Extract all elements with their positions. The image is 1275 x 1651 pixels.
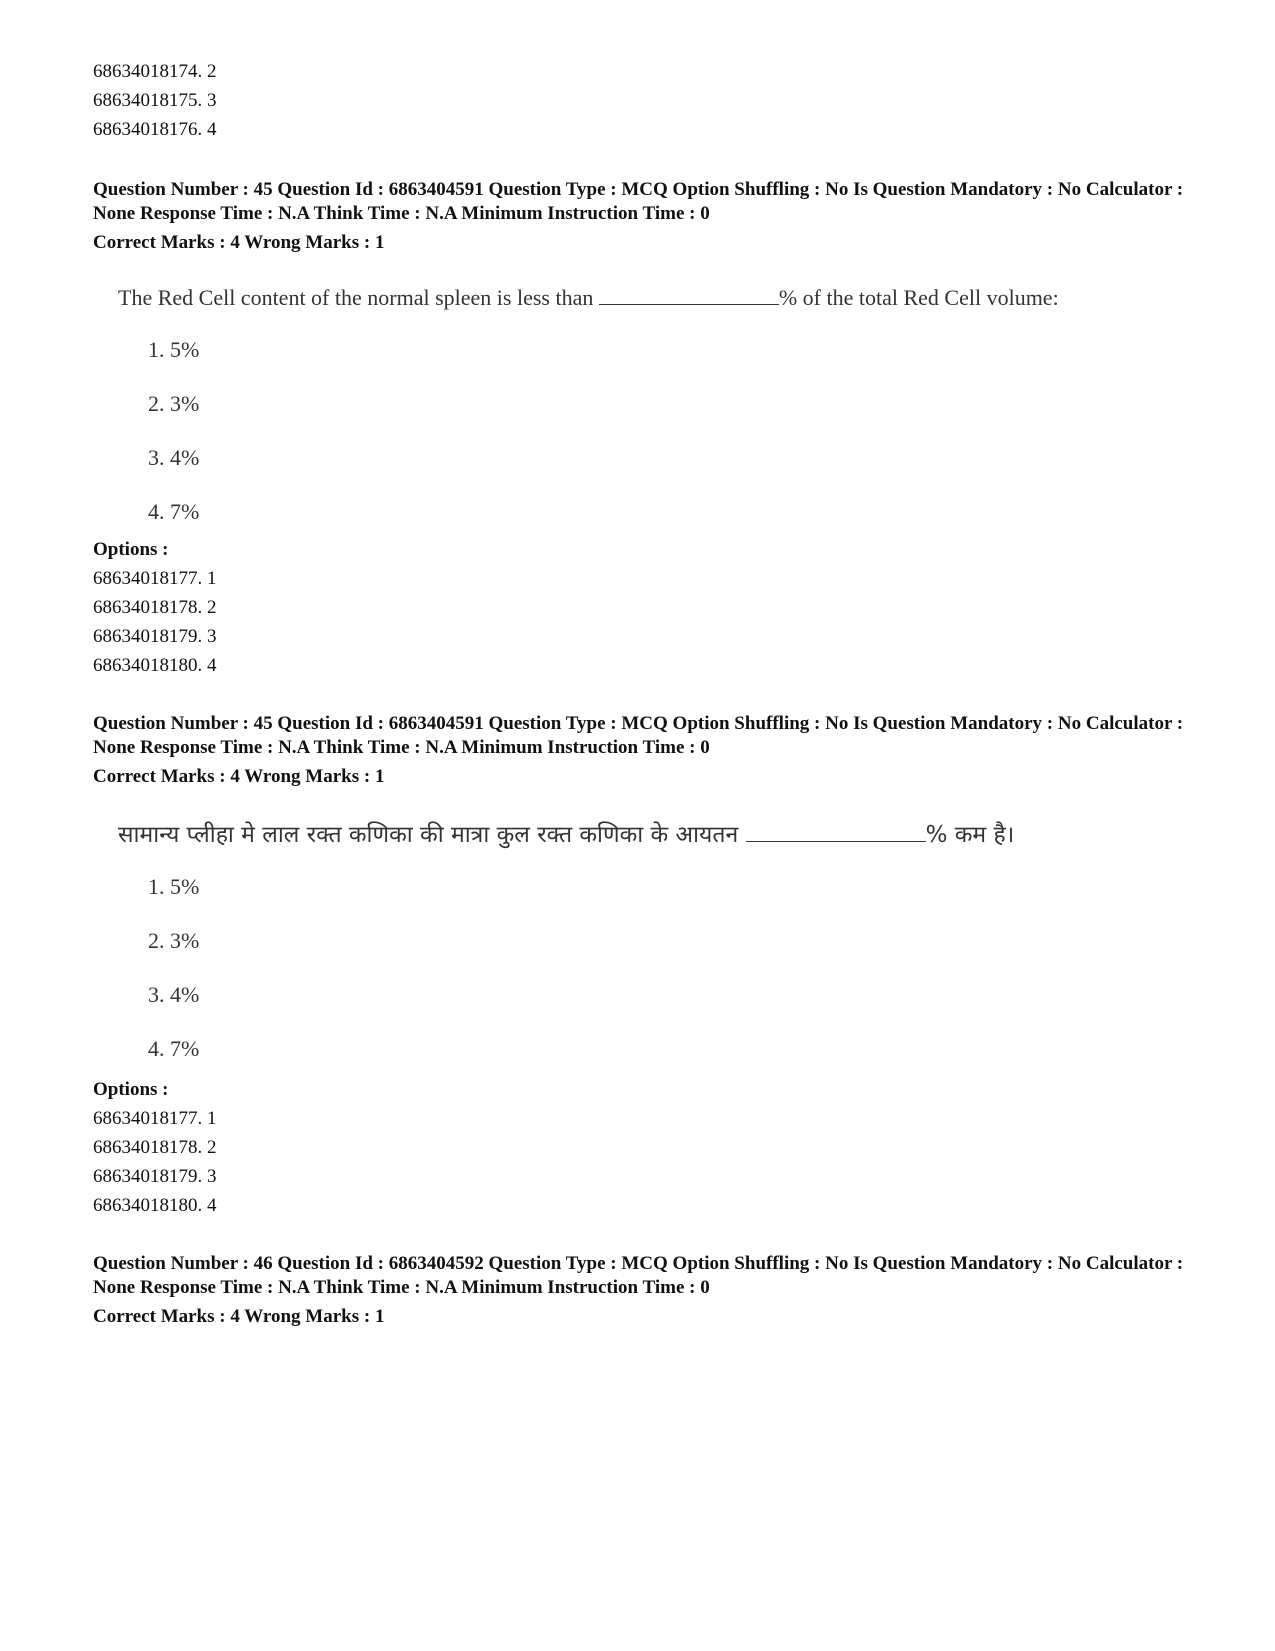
option-number: 2 [207, 597, 217, 618]
question-marks: Correct Marks : 4 Wrong Marks : 1 [93, 766, 385, 787]
choice-item: 4. 7% [148, 1036, 200, 1061]
option-number: 4 [207, 119, 217, 140]
option-id: 68634018178 [93, 1137, 198, 1158]
option-line: 68634018177. 1 [93, 568, 217, 589]
option-number: 3 [207, 90, 217, 111]
question-text-after: % कम है। [925, 822, 1015, 848]
choice-item: 3. 4% [148, 982, 200, 1007]
option-line: 68634018180. 4 [93, 655, 217, 676]
option-line: 68634018180. 4 [93, 1195, 217, 1216]
options-section [93, 535, 1203, 680]
option-line: 68634018178. 2 [93, 1137, 217, 1158]
question-image [118, 820, 1168, 1064]
option-number: 3 [207, 1166, 217, 1187]
option-line: 68634018178. 2 [93, 597, 217, 618]
options-label: Options : [93, 539, 169, 560]
question-text-before: The Red Cell content of the normal spleen is less than [118, 285, 599, 310]
question-text [118, 820, 1168, 850]
option-number: 2 [207, 61, 217, 82]
fill-in-blank [599, 284, 779, 305]
fill-in-blank [746, 821, 926, 842]
question-header [93, 1252, 1203, 1329]
option-id: 68634018177 [93, 1108, 198, 1129]
question-header [93, 178, 1203, 255]
option-id: 68634018176 [93, 119, 198, 140]
previous-options-list [93, 57, 1203, 144]
option-id: 68634018178 [93, 597, 198, 618]
choice-list [118, 335, 1168, 527]
question-text [118, 283, 1168, 313]
option-id: 68634018175 [93, 90, 198, 111]
question-text-before: सामान्य प्लीहा मे लाल रक्त कणिका की मात्रा कुल रक्त कणिका के आयतन [118, 822, 746, 848]
question-text-after: % of the total Red Cell volume: [778, 285, 1059, 310]
choice-item: 1. 5% [148, 337, 200, 362]
option-id: 68634018177 [93, 568, 198, 589]
option-id: 68634018180 [93, 655, 198, 676]
choice-item: 2. 3% [148, 391, 200, 416]
options-section [93, 1075, 1203, 1220]
option-id: 68634018180 [93, 1195, 198, 1216]
option-number: 4 [207, 1195, 217, 1216]
question-image [118, 283, 1168, 527]
choice-item: 2. 3% [148, 928, 200, 953]
choice-list [118, 872, 1168, 1064]
option-number: 1 [207, 1108, 217, 1129]
question-meta: Question Number : 45 Question Id : 6863404591 Question Type : MCQ Option Shuffling : No Is Question Mandatory : No Calculator : None Response Time : N.A Think Time : N.A Minimum Instruction Time : 0 [93, 179, 1184, 224]
option-line: 68634018175. 3 [93, 90, 217, 111]
option-id: 68634018179 [93, 1166, 198, 1187]
question-marks: Correct Marks : 4 Wrong Marks : 1 [93, 1306, 385, 1327]
option-number: 4 [207, 655, 217, 676]
option-line: 68634018179. 3 [93, 1166, 217, 1187]
choice-item: 3. 4% [148, 445, 200, 470]
question-marks: Correct Marks : 4 Wrong Marks : 1 [93, 232, 385, 253]
choice-item: 1. 5% [148, 874, 200, 899]
option-line: 68634018174. 2 [93, 61, 217, 82]
question-meta: Question Number : 45 Question Id : 6863404591 Question Type : MCQ Option Shuffling : No Is Question Mandatory : No Calculator : None Response Time : N.A Think Time : N.A Minimum Instruction Time : 0 [93, 713, 1184, 758]
option-number: 1 [207, 568, 217, 589]
option-number: 3 [207, 626, 217, 647]
choice-item: 4. 7% [148, 499, 200, 524]
option-line: 68634018176. 4 [93, 119, 217, 140]
question-meta: Question Number : 46 Question Id : 6863404592 Question Type : MCQ Option Shuffling : No Is Question Mandatory : No Calculator : None Response Time : N.A Think Time : N.A Minimum Instruction Time : 0 [93, 1253, 1184, 1298]
options-label: Options : [93, 1079, 169, 1100]
option-id: 68634018174 [93, 61, 198, 82]
option-id: 68634018179 [93, 626, 198, 647]
option-line: 68634018177. 1 [93, 1108, 217, 1129]
option-line: 68634018179. 3 [93, 626, 217, 647]
option-number: 2 [207, 1137, 217, 1158]
question-header [93, 712, 1203, 789]
